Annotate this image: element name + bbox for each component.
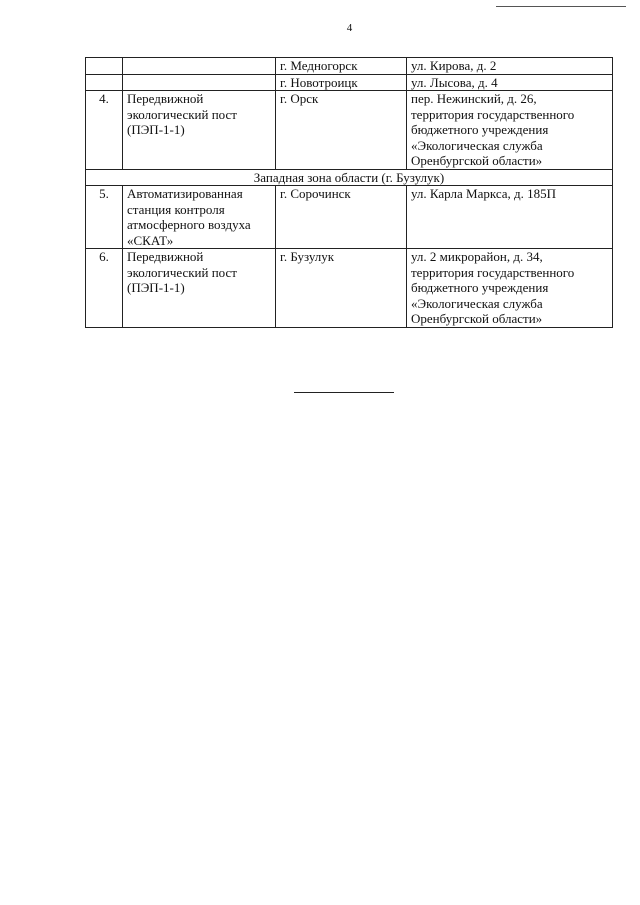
row-number — [86, 58, 123, 75]
end-separator-line — [294, 392, 394, 393]
address: ул. Лысова, д. 4 — [407, 74, 613, 91]
post-name: Передвижной экологический пост (ПЭП-1-1) — [123, 249, 276, 328]
post-name — [123, 74, 276, 91]
address: ул. Кирова, д. 2 — [407, 58, 613, 75]
post-name: Передвижной экологический пост (ПЭП-1-1) — [123, 91, 276, 170]
table-row — [86, 74, 613, 91]
monitoring-posts-table — [85, 57, 613, 328]
row-number: 6. — [86, 249, 123, 328]
address: ул. Карла Маркса, д. 185П — [407, 186, 613, 249]
table-row — [86, 58, 613, 75]
row-number — [86, 74, 123, 91]
city: г. Сорочинск — [276, 186, 407, 249]
page-number: 4 — [346, 22, 353, 34]
post-name: Автоматизированная станция контроля атмосферного воздуха «СКАТ» — [123, 186, 276, 249]
city: г. Орск — [276, 91, 407, 170]
city: г. Бузулук — [276, 249, 407, 328]
top-rule — [496, 6, 626, 7]
table-row — [86, 91, 613, 170]
row-number: 4. — [86, 91, 123, 170]
table-row — [86, 249, 613, 328]
row-number: 5. — [86, 186, 123, 249]
post-name — [123, 58, 276, 75]
table-row — [86, 186, 613, 249]
city: г. Новотроицк — [276, 74, 407, 91]
zone-row — [86, 169, 613, 186]
city: г. Медногорск — [276, 58, 407, 75]
address: ул. 2 микрорайон, д. 34, территория государственного бюджетного учреждения «Экологическая служба Оренбургской области» — [407, 249, 613, 328]
zone-heading: Западная зона области (г. Бузулук) — [86, 169, 613, 186]
address: пер. Нежинский, д. 26, территория государственного бюджетного учреждения «Экологическая служба Оренбургской области» — [407, 91, 613, 170]
